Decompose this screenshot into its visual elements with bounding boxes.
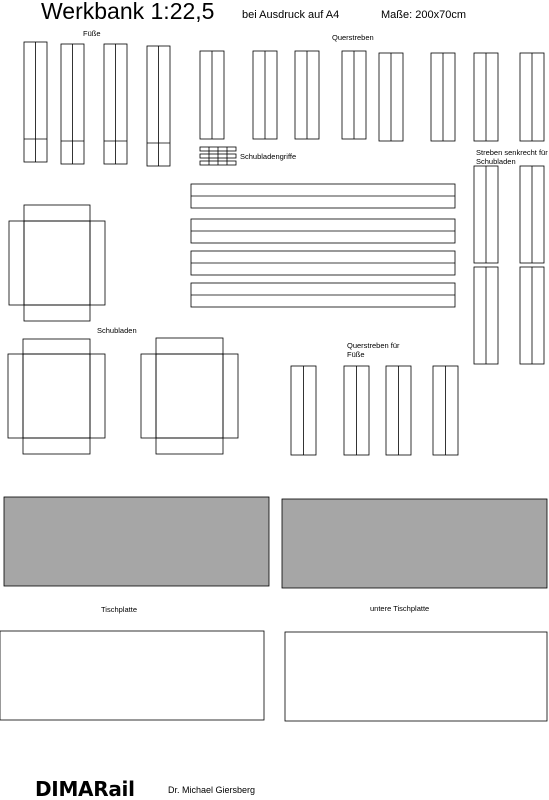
tabletop-white [0,631,264,720]
long-strip-parts [191,184,455,307]
cross-brace-2 [253,51,277,139]
label-drawers: Schubladen [97,326,137,335]
label-vertical-struts: Streben senkrecht für Schubladen [476,148,548,166]
vertical-strut-3 [474,267,498,364]
label-tabletop: Tischplatte [101,605,137,614]
label-lower-tabletop: untere Tischplatte [370,604,430,613]
drawer-net-1 [9,205,105,321]
cross-brace-4 [342,51,366,139]
label-leg-cross-braces: Querstreben für Füße [347,341,400,359]
cross-brace-1 [200,51,224,139]
vertical-drawer-strut-parts [474,166,544,364]
leg-4 [147,46,170,166]
cross-brace-parts [200,51,544,141]
leg-cross-brace-4 [433,366,458,455]
cross-brace-3 [295,51,319,139]
long-strip-2 [191,219,455,243]
tabletop-bottom-surfaces [0,631,547,721]
page-title: Werkbank 1:22,5 [41,0,215,24]
cross-brace-6 [431,53,455,141]
drawer-net-2 [8,339,105,454]
label-cross-braces: Querstreben [332,33,374,42]
leg-1 [24,42,47,162]
tabletop-grey [4,497,269,586]
drawer-handle-parts [200,147,236,165]
dimensions-note: Maße: 200x70cm [381,9,466,21]
leg-cross-brace-1 [291,366,316,455]
leg-cross-brace-2 [344,366,369,455]
vertical-strut-1 [474,166,498,263]
cross-brace-7 [474,53,498,141]
leg-2 [61,44,84,164]
long-strip-4 [191,283,455,307]
cross-brace-5 [379,53,403,141]
tabletop-top-surfaces [4,497,547,588]
print-note: bei Ausdruck auf A4 [242,9,340,21]
label-legs: Füße [83,29,101,38]
cross-brace-8 [520,53,544,141]
drawer-net-3 [141,338,238,454]
leg-parts [24,42,170,166]
vertical-strut-2 [520,166,544,263]
long-strip-3 [191,251,455,275]
leg-cross-brace-parts [291,366,458,455]
leg-3 [104,44,127,164]
vertical-strut-4 [520,267,544,364]
brand-logo: DIMARail [35,777,135,800]
lower-tabletop-grey [282,499,547,588]
long-strip-1 [191,184,455,208]
label-drawer-handles: Schubladengriffe [240,152,297,161]
author-name: Dr. Michael Giersberg [168,785,256,795]
lower-tabletop-white [285,632,547,721]
leg-cross-brace-3 [386,366,411,455]
